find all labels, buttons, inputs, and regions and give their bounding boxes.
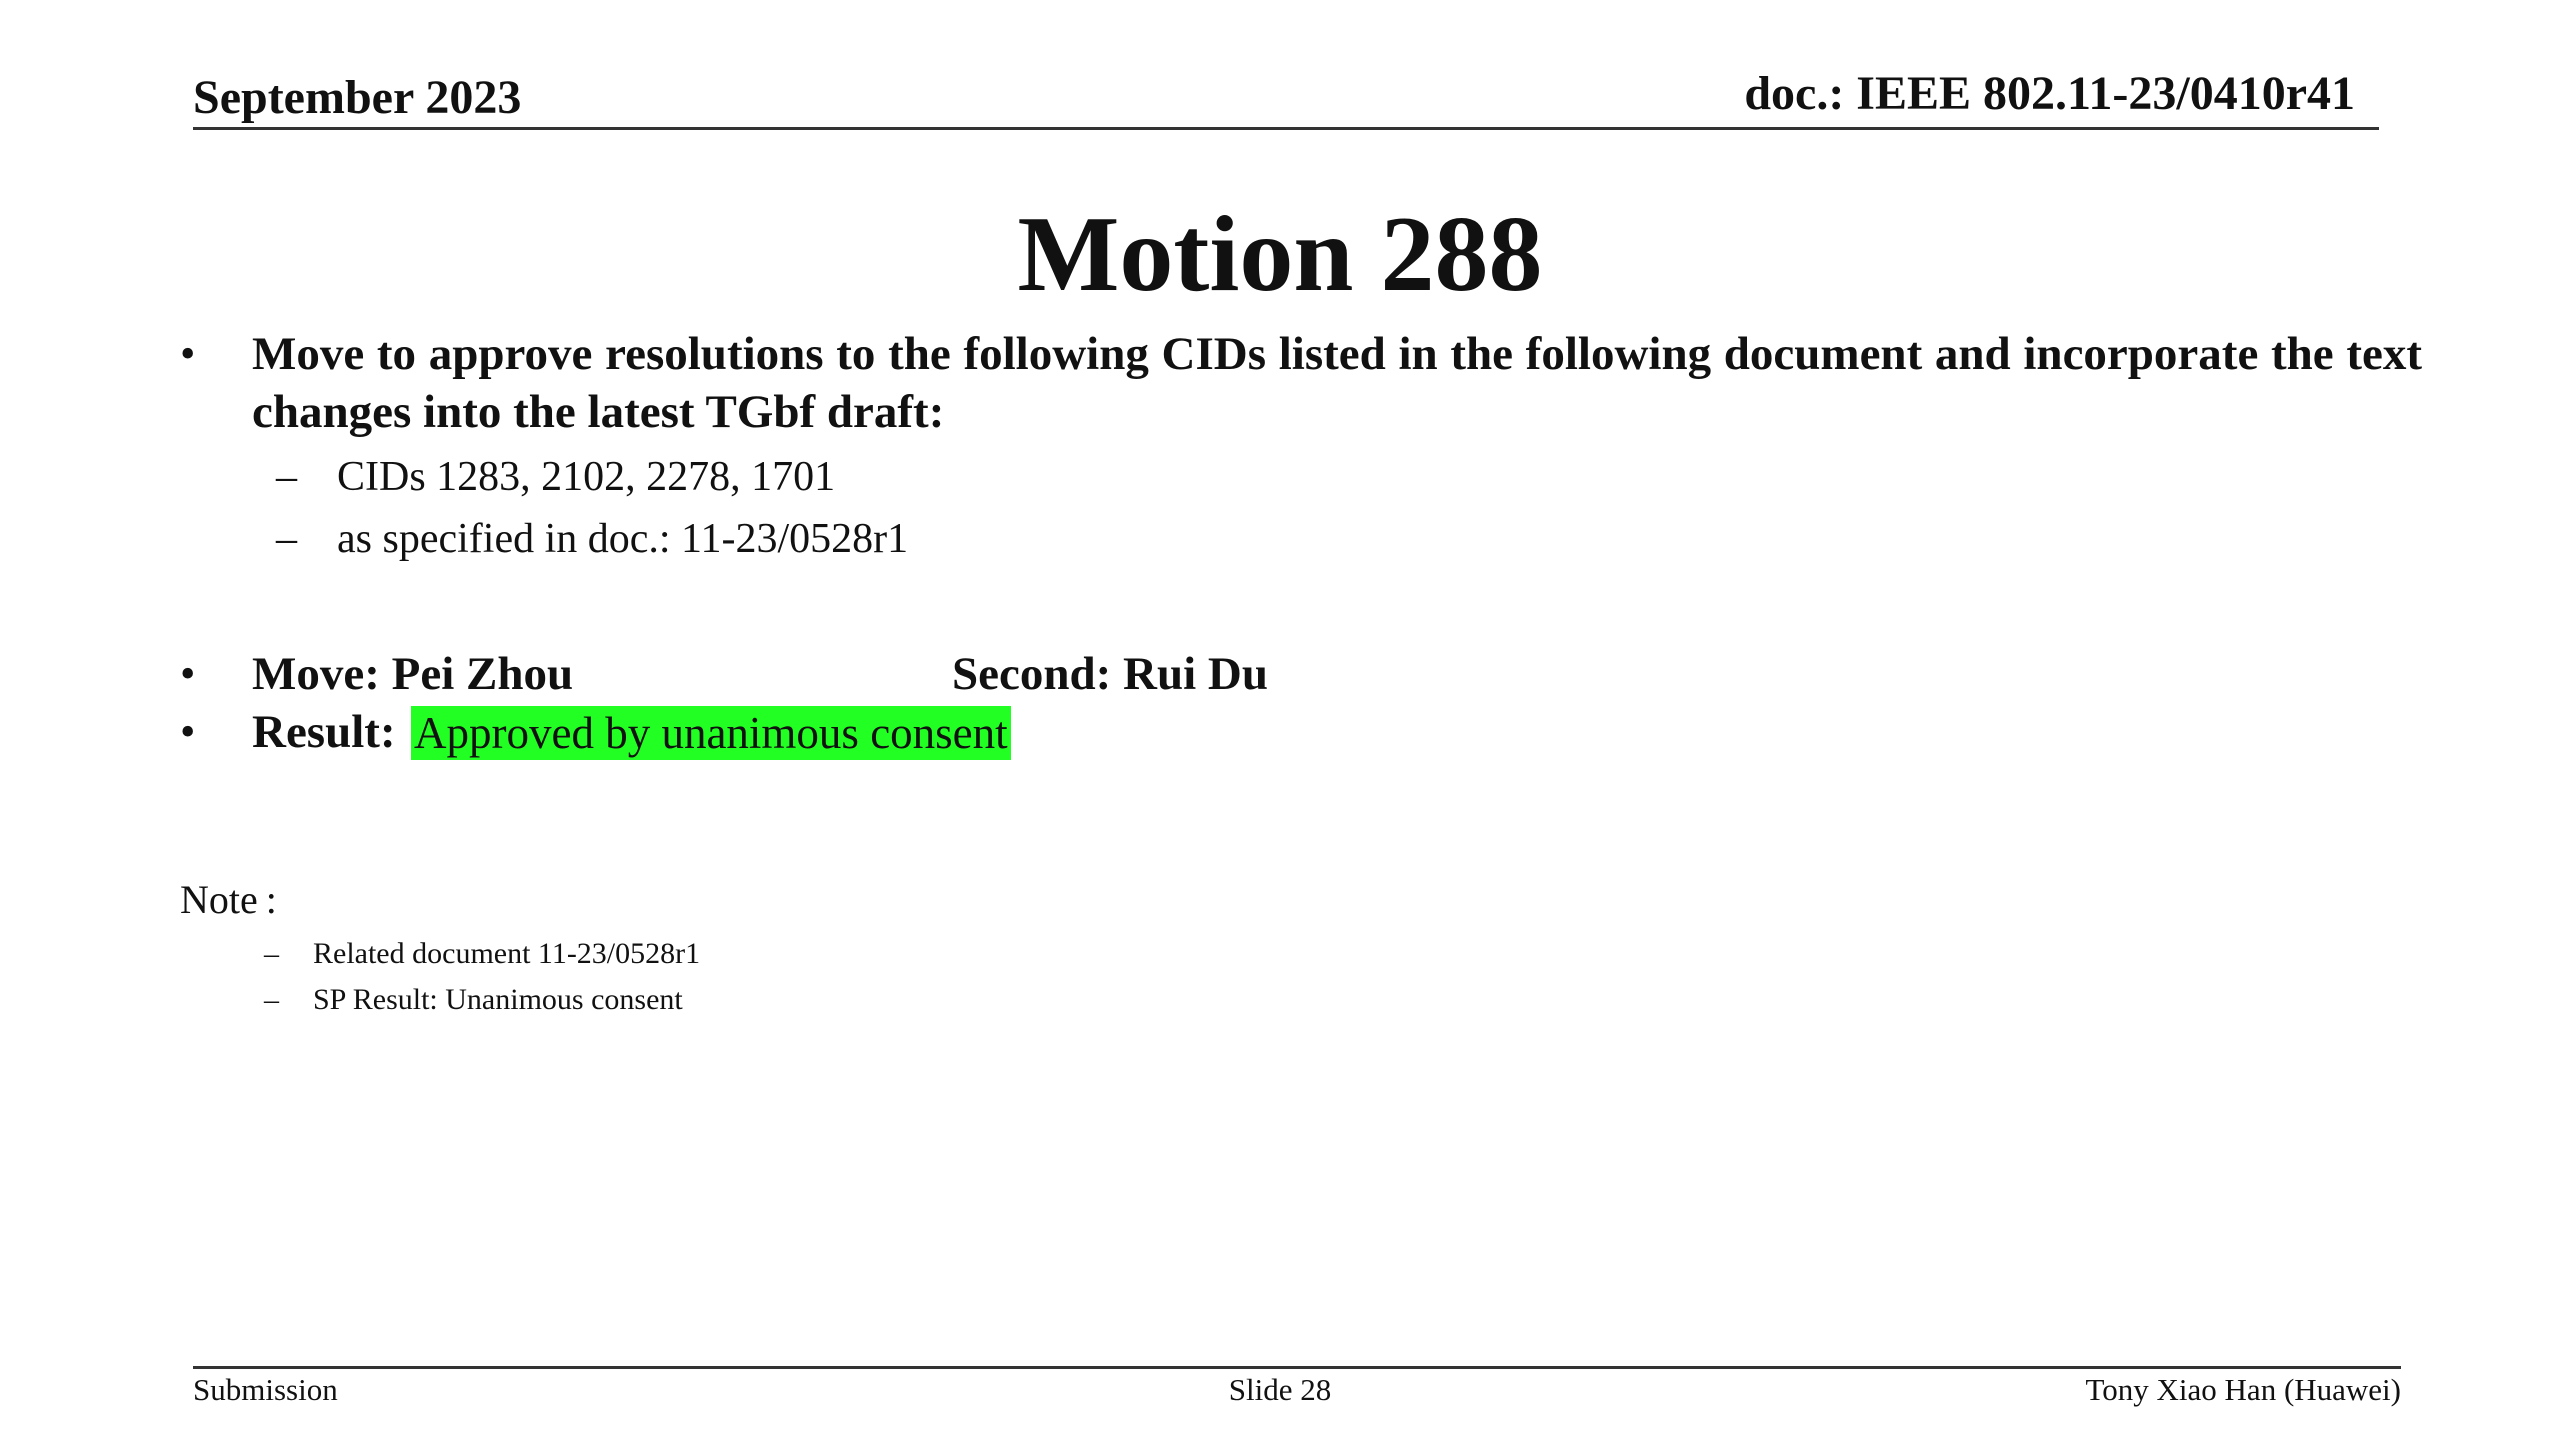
sub-item-cids: CIDs 1283, 2102, 2278, 1701 — [337, 454, 836, 500]
dash-icon: – — [264, 983, 279, 1016]
footer-slide-number: Slide 28 — [1228, 1372, 1332, 1407]
motion-text: Move to approve resolutions to the following CIDs listed in the following document and incorporate the text changes into the latest TGbf draft: — [252, 328, 2422, 438]
note-label: Note : — [180, 877, 277, 922]
header-doc-id: doc.: IEEE 802.11-23/0410r41 — [1744, 67, 2355, 120]
bullet-icon: • — [180, 707, 196, 756]
dash-icon: – — [276, 454, 297, 500]
bullet-icon: • — [180, 329, 196, 378]
result-label: Result: — [252, 706, 396, 758]
second-label: Second: Rui Du — [952, 648, 1269, 700]
header-date: September 2023 — [193, 71, 522, 124]
result-value-highlight: Approved by unanimous consent — [411, 706, 1011, 760]
sub-item-doc: as specified in doc.: 11-23/0528r1 — [337, 516, 909, 562]
footer-author: Tony Xiao Han (Huawei) — [2085, 1372, 2401, 1407]
footer-submission: Submission — [193, 1372, 338, 1407]
move-label: Move: Pei Zhou — [252, 648, 574, 700]
dash-icon: – — [264, 937, 279, 970]
note-item-related-doc: Related document 11-23/0528r1 — [313, 937, 701, 970]
note-item-sp-result: SP Result: Unanimous consent — [313, 983, 683, 1016]
header-divider — [193, 127, 2379, 130]
dash-icon: – — [276, 516, 297, 562]
slide-title: Motion 288 — [1017, 195, 1543, 314]
footer-divider — [193, 1366, 2401, 1369]
bullet-icon: • — [180, 649, 196, 698]
